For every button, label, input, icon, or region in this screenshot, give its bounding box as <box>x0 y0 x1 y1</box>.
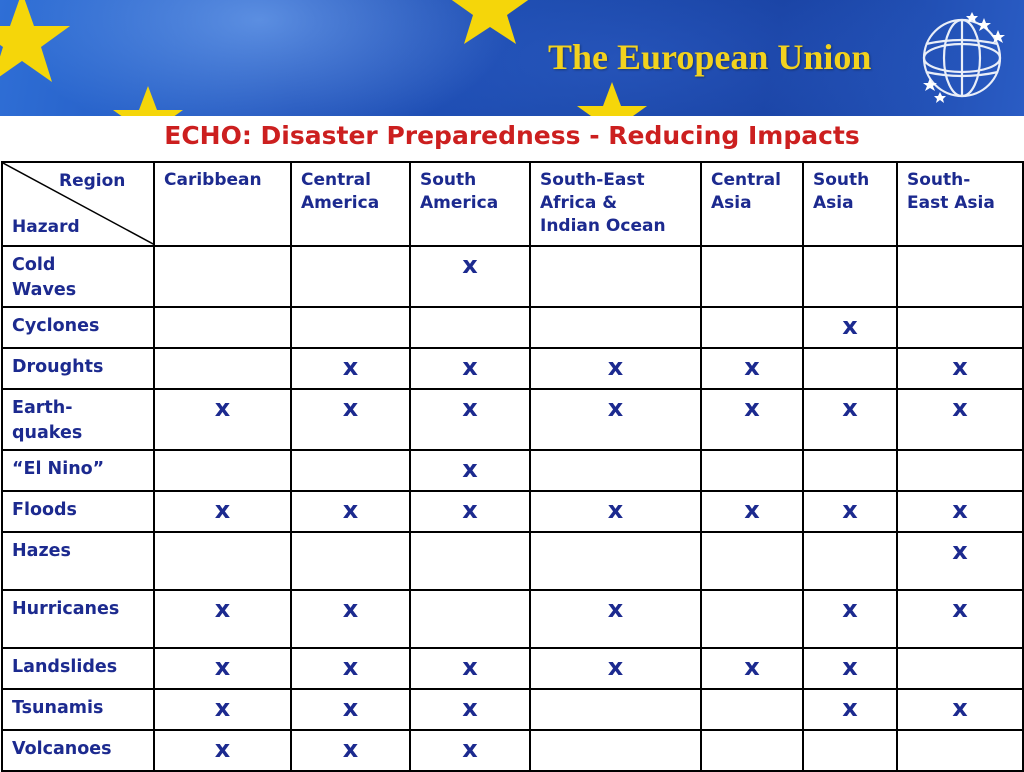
mark-cell <box>154 450 291 491</box>
mark <box>292 451 409 457</box>
mark-cell <box>291 689 410 730</box>
mark-cell <box>897 307 1023 348</box>
table-header-row <box>2 162 1023 246</box>
mark-cell <box>897 246 1023 307</box>
table-row <box>2 389 1023 450</box>
table-row <box>2 590 1023 648</box>
mark-cell <box>701 648 803 689</box>
table-row <box>2 307 1023 348</box>
mark-cell <box>897 648 1023 689</box>
table-row <box>2 348 1023 389</box>
column-header-line: South <box>813 170 870 190</box>
mark: x <box>952 496 968 524</box>
mark: x <box>842 653 858 681</box>
mark-cell <box>410 730 530 771</box>
table-row <box>2 648 1023 689</box>
mark-cell <box>803 590 897 648</box>
mark <box>702 247 802 253</box>
mark <box>411 308 529 314</box>
column-header-line: Central <box>301 170 371 190</box>
corner-region-label: Region <box>59 171 126 191</box>
mark: x <box>462 694 478 722</box>
mark-cell <box>897 532 1023 590</box>
mark-cell <box>291 491 410 532</box>
column-header <box>701 162 803 246</box>
mark: x <box>342 353 359 381</box>
mark: x <box>744 353 760 381</box>
hazard-label-line: Cold <box>12 255 56 275</box>
column-header <box>410 162 530 246</box>
mark-cell <box>803 348 897 389</box>
mark-cell <box>530 730 701 771</box>
mark-cell <box>530 648 701 689</box>
mark <box>155 349 290 355</box>
mark-cell <box>803 730 897 771</box>
mark: x <box>342 595 359 623</box>
hazard-label-line: Landslides <box>12 657 118 677</box>
column-header-line: Asia <box>711 193 752 213</box>
column-header-line: Asia <box>813 193 854 213</box>
corner-hazard-label: Hazard <box>12 217 80 237</box>
mark <box>155 308 290 314</box>
mark-cell <box>701 307 803 348</box>
hazard-cell <box>2 532 154 590</box>
column-header <box>154 162 291 246</box>
mark-cell <box>410 307 530 348</box>
eu-star-icon <box>449 0 531 44</box>
mark: x <box>214 653 231 681</box>
mark-cell <box>410 689 530 730</box>
hazard-label-line: Hurricanes <box>12 599 120 619</box>
mark-cell <box>897 450 1023 491</box>
column-header-line: Indian Ocean <box>540 216 666 236</box>
mark-cell <box>803 246 897 307</box>
mark-cell <box>530 491 701 532</box>
mark-cell <box>410 491 530 532</box>
mark: x <box>842 595 858 623</box>
hazard-cell <box>2 348 154 389</box>
mark: x <box>952 394 968 422</box>
mark <box>702 533 802 539</box>
column-header-line: East Asia <box>907 193 995 213</box>
mark <box>411 533 529 539</box>
mark: x <box>462 353 478 381</box>
table-row <box>2 450 1023 491</box>
mark-cell <box>897 348 1023 389</box>
mark: x <box>952 353 968 381</box>
mark: x <box>607 653 624 681</box>
mark-cell <box>530 450 701 491</box>
mark-cell <box>154 590 291 648</box>
hazard-label-line: Volcanoes <box>12 739 112 759</box>
mark <box>411 591 529 597</box>
mark-cell <box>701 590 803 648</box>
mark <box>531 731 700 737</box>
mark <box>292 308 409 314</box>
hazard-cell <box>2 450 154 491</box>
hazard-cell <box>2 389 154 450</box>
mark-cell <box>803 532 897 590</box>
mark: x <box>342 394 359 422</box>
mark: x <box>744 653 760 681</box>
mark <box>804 247 896 253</box>
mark <box>155 451 290 457</box>
mark <box>531 247 700 253</box>
mark-cell <box>530 389 701 450</box>
mark: x <box>744 394 760 422</box>
mark-cell <box>291 730 410 771</box>
column-header-line: Africa & <box>540 193 618 213</box>
hazard-cell <box>2 590 154 648</box>
mark-cell <box>410 450 530 491</box>
column-header <box>897 162 1023 246</box>
mark-cell <box>291 389 410 450</box>
mark: x <box>342 653 359 681</box>
mark-cell <box>530 590 701 648</box>
mark <box>702 731 802 737</box>
eu-star-icon <box>0 0 70 82</box>
mark: x <box>214 694 231 722</box>
mark-cell <box>803 389 897 450</box>
mark-cell <box>897 590 1023 648</box>
mark <box>898 451 1022 457</box>
banner-title: The European Union <box>548 37 872 77</box>
mark <box>292 247 409 253</box>
mark <box>898 731 1022 737</box>
hazard-label-line: Waves <box>12 280 77 300</box>
mark-cell <box>410 389 530 450</box>
mark-cell <box>291 450 410 491</box>
mark <box>531 308 700 314</box>
mark <box>531 451 700 457</box>
mark-cell <box>530 246 701 307</box>
mark-cell <box>701 389 803 450</box>
slide-title: ECHO: Disaster Preparedness - Reducing Impacts <box>164 121 860 150</box>
mark-cell <box>803 450 897 491</box>
table-row <box>2 689 1023 730</box>
column-header-line: Central <box>711 170 781 190</box>
mark-cell <box>410 348 530 389</box>
mark: x <box>462 455 478 483</box>
hazard-cell <box>2 491 154 532</box>
mark-cell <box>701 730 803 771</box>
mark: x <box>214 496 231 524</box>
corner-header-cell <box>2 162 154 246</box>
mark <box>804 451 896 457</box>
mark: x <box>342 735 359 763</box>
table-row <box>2 246 1023 307</box>
mark: x <box>952 537 968 565</box>
mark-cell <box>154 689 291 730</box>
hazard-cell <box>2 307 154 348</box>
mark: x <box>214 595 231 623</box>
mark: x <box>214 394 231 422</box>
hazard-label-line: Earth- <box>12 398 73 418</box>
mark-cell <box>154 532 291 590</box>
hazard-cell <box>2 246 154 307</box>
mark <box>898 247 1022 253</box>
mark <box>898 308 1022 314</box>
column-header <box>530 162 701 246</box>
column-header-line: South-East <box>540 170 645 190</box>
mark-cell <box>291 590 410 648</box>
mark-cell <box>897 730 1023 771</box>
mark: x <box>952 694 968 722</box>
mark: x <box>607 496 624 524</box>
mark: x <box>842 496 858 524</box>
eu-star-icon <box>577 82 647 116</box>
mark: x <box>952 595 968 623</box>
mark-cell <box>897 389 1023 450</box>
column-header-line: America <box>301 193 380 213</box>
column-header-line: South- <box>907 170 971 190</box>
mark-cell <box>154 648 291 689</box>
globe-logo-icon <box>914 8 1012 106</box>
mark: x <box>607 353 624 381</box>
hazard-region-table <box>1 161 1024 772</box>
mark <box>804 731 896 737</box>
header-banner <box>0 0 1024 116</box>
mark-cell <box>154 389 291 450</box>
hazard-label-line: “El Nino” <box>12 459 105 479</box>
mark: x <box>214 735 231 763</box>
hazard-label-line: Tsunamis <box>12 698 104 718</box>
mark-cell <box>803 491 897 532</box>
mark-cell <box>701 246 803 307</box>
mark-cell <box>291 246 410 307</box>
mark: x <box>462 496 478 524</box>
mark-cell <box>530 307 701 348</box>
mark: x <box>462 394 478 422</box>
mark <box>702 690 802 696</box>
mark <box>898 649 1022 655</box>
hazard-cell <box>2 689 154 730</box>
mark-cell <box>530 532 701 590</box>
table-row <box>2 730 1023 771</box>
table-row <box>2 532 1023 590</box>
mark-cell <box>154 730 291 771</box>
mark-cell <box>154 246 291 307</box>
mark-cell <box>154 307 291 348</box>
mark-cell <box>701 450 803 491</box>
mark-cell <box>897 689 1023 730</box>
mark-cell <box>291 348 410 389</box>
mark-cell <box>410 590 530 648</box>
mark <box>702 308 802 314</box>
table-row <box>2 491 1023 532</box>
column-header-line: America <box>420 193 499 213</box>
mark-cell <box>410 648 530 689</box>
mark-cell <box>410 532 530 590</box>
column-header <box>291 162 410 246</box>
mark <box>155 533 290 539</box>
mark <box>702 591 802 597</box>
mark: x <box>842 312 858 340</box>
mark: x <box>842 394 858 422</box>
mark: x <box>842 694 858 722</box>
mark: x <box>744 496 760 524</box>
mark-cell <box>701 689 803 730</box>
mark: x <box>607 394 624 422</box>
mark-cell <box>701 348 803 389</box>
column-header-line: South <box>420 170 477 190</box>
mark <box>702 451 802 457</box>
mark <box>531 533 700 539</box>
hazard-cell <box>2 730 154 771</box>
eu-star-icon <box>113 86 183 116</box>
hazard-cell <box>2 648 154 689</box>
mark-cell <box>897 491 1023 532</box>
mark <box>804 349 896 355</box>
mark: x <box>462 251 478 279</box>
mark-cell <box>154 348 291 389</box>
mark <box>531 690 700 696</box>
mark-cell <box>291 307 410 348</box>
mark-cell <box>803 689 897 730</box>
mark <box>804 533 896 539</box>
mark-cell <box>701 491 803 532</box>
mark: x <box>342 496 359 524</box>
hazard-label-line: Cyclones <box>12 316 100 336</box>
hazard-label-line: Floods <box>12 500 77 520</box>
mark: x <box>462 653 478 681</box>
mark: x <box>342 694 359 722</box>
mark-cell <box>803 648 897 689</box>
mark-cell <box>291 532 410 590</box>
hazard-label-line: Droughts <box>12 357 104 377</box>
mark-cell <box>530 689 701 730</box>
hazard-label-line: Hazes <box>12 541 71 561</box>
mark-cell <box>291 648 410 689</box>
mark <box>155 247 290 253</box>
column-header-line: Caribbean <box>164 170 262 190</box>
mark-cell <box>410 246 530 307</box>
column-header <box>803 162 897 246</box>
mark: x <box>607 595 624 623</box>
mark-cell <box>530 348 701 389</box>
mark-cell <box>154 491 291 532</box>
hazard-label-line: quakes <box>12 423 83 443</box>
mark: x <box>462 735 478 763</box>
mark-cell <box>701 532 803 590</box>
mark-cell <box>803 307 897 348</box>
mark <box>292 533 409 539</box>
